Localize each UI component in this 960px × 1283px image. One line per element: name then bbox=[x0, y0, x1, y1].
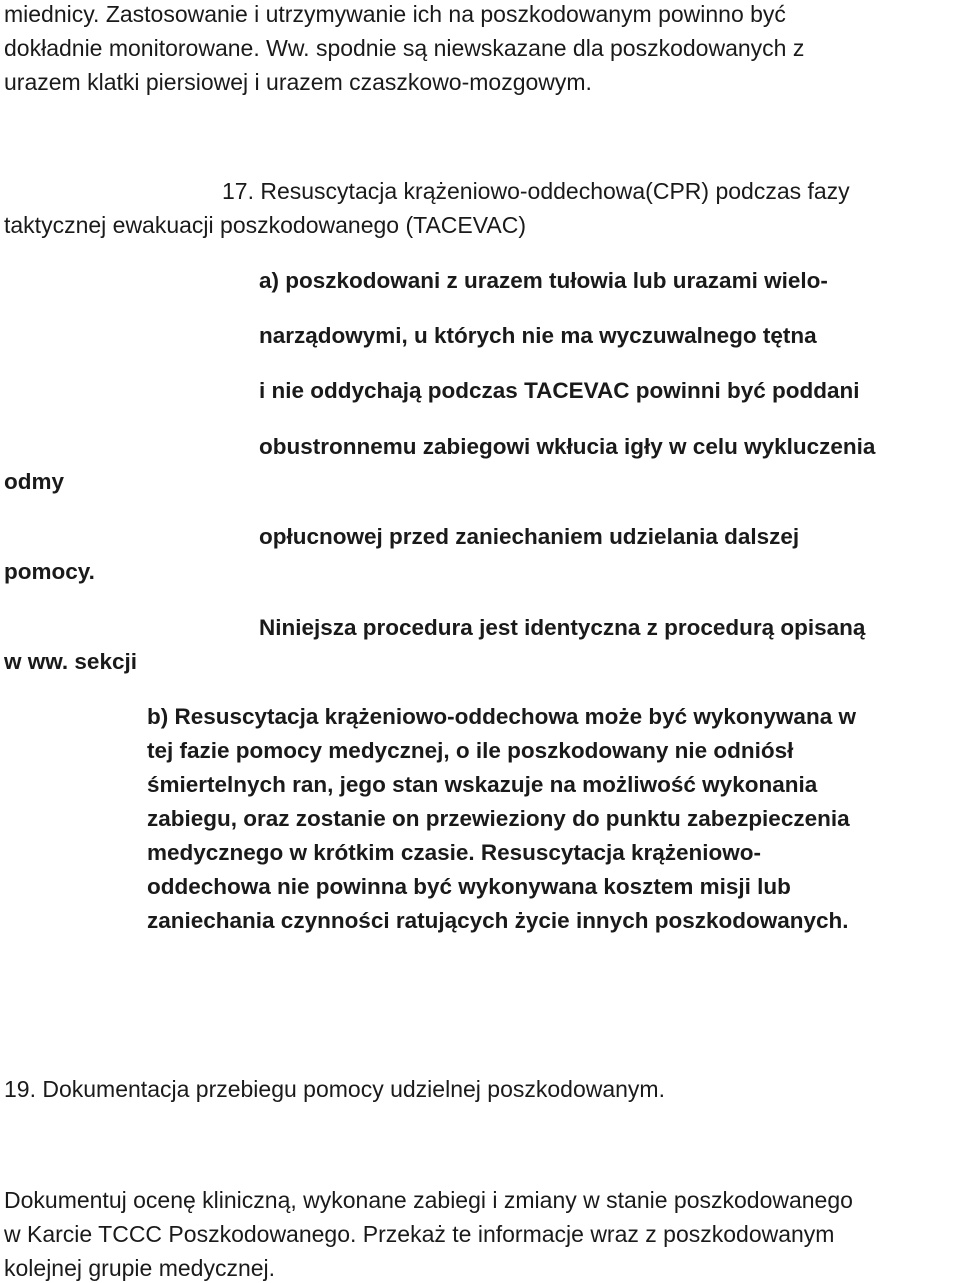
section-19-body-line: w Karcie TCCC Poszkodowanego. Przekaż te informacje wraz z poszkodowanym bbox=[4, 1221, 835, 1247]
section-19-heading: 19. Dokumentacja przebiegu pomocy udzielnej poszkodowanym. bbox=[4, 1076, 665, 1102]
intro-line: urazem klatki piersiowej i urazem czaszkowo-mozgowym. bbox=[4, 69, 592, 95]
intro-line: miednicy. Zastosowanie i utrzymywanie ich na poszkodowanym powinno być bbox=[4, 1, 786, 27]
section-19-body-line: kolejnej grupie medycznej. bbox=[4, 1255, 276, 1281]
point-a-line: obustronnemu zabiegowi wkłucia igły w celu wykluczenia bbox=[259, 434, 876, 459]
point-b-line: tej fazie pomocy medycznej, o ile poszkodowany nie odniósł bbox=[147, 738, 794, 763]
point-a-line: i nie oddychają podczas TACEVAC powinni być poddani bbox=[259, 378, 860, 403]
left-fragment: w ww. sekcji bbox=[4, 649, 137, 674]
point-a-line: opłucnowej przed zaniechaniem udzielania dalszej bbox=[259, 524, 800, 549]
point-b-line: medycznego w krótkim czasie. Resuscytacja krążeniowo- bbox=[147, 840, 761, 865]
left-fragment: odmy bbox=[4, 469, 65, 494]
point-b-line: śmiertelnych ran, jego stan wskazuje na możliwość wykonania bbox=[147, 772, 818, 797]
section-heading-line: 17. Resuscytacja krążeniowo-oddechowa(CPR) podczas fazy bbox=[222, 178, 850, 204]
intro-line: dokładnie monitorowane. Ww. spodnie są niewskazane dla poszkodowanych z bbox=[4, 35, 805, 61]
point-a-line: Niniejsza procedura jest identyczna z procedurą opisaną bbox=[259, 615, 866, 640]
point-b-line: b) Resuscytacja krążeniowo-oddechowa może być wykonywana w bbox=[147, 704, 856, 729]
point-b-line: zabiegu, oraz zostanie on przewieziony do punktu zabezpieczenia bbox=[147, 806, 850, 831]
point-a-line: narządowymi, u których nie ma wyczuwalnego tętna bbox=[259, 323, 817, 348]
left-fragment: pomocy. bbox=[4, 559, 95, 584]
point-b-line: zaniechania czynności ratujących życie innych poszkodowanych. bbox=[147, 908, 849, 933]
point-a-line: a) poszkodowani z urazem tułowia lub urazami wielo- bbox=[259, 268, 828, 293]
section-heading-line: taktycznej ewakuacji poszkodowanego (TACEVAC) bbox=[4, 212, 526, 238]
section-19-body-line: Dokumentuj ocenę kliniczną, wykonane zabiegi i zmiany w stanie poszkodowanego bbox=[4, 1187, 853, 1213]
point-b-line: oddechowa nie powinna być wykonywana kosztem misji lub bbox=[147, 874, 791, 899]
